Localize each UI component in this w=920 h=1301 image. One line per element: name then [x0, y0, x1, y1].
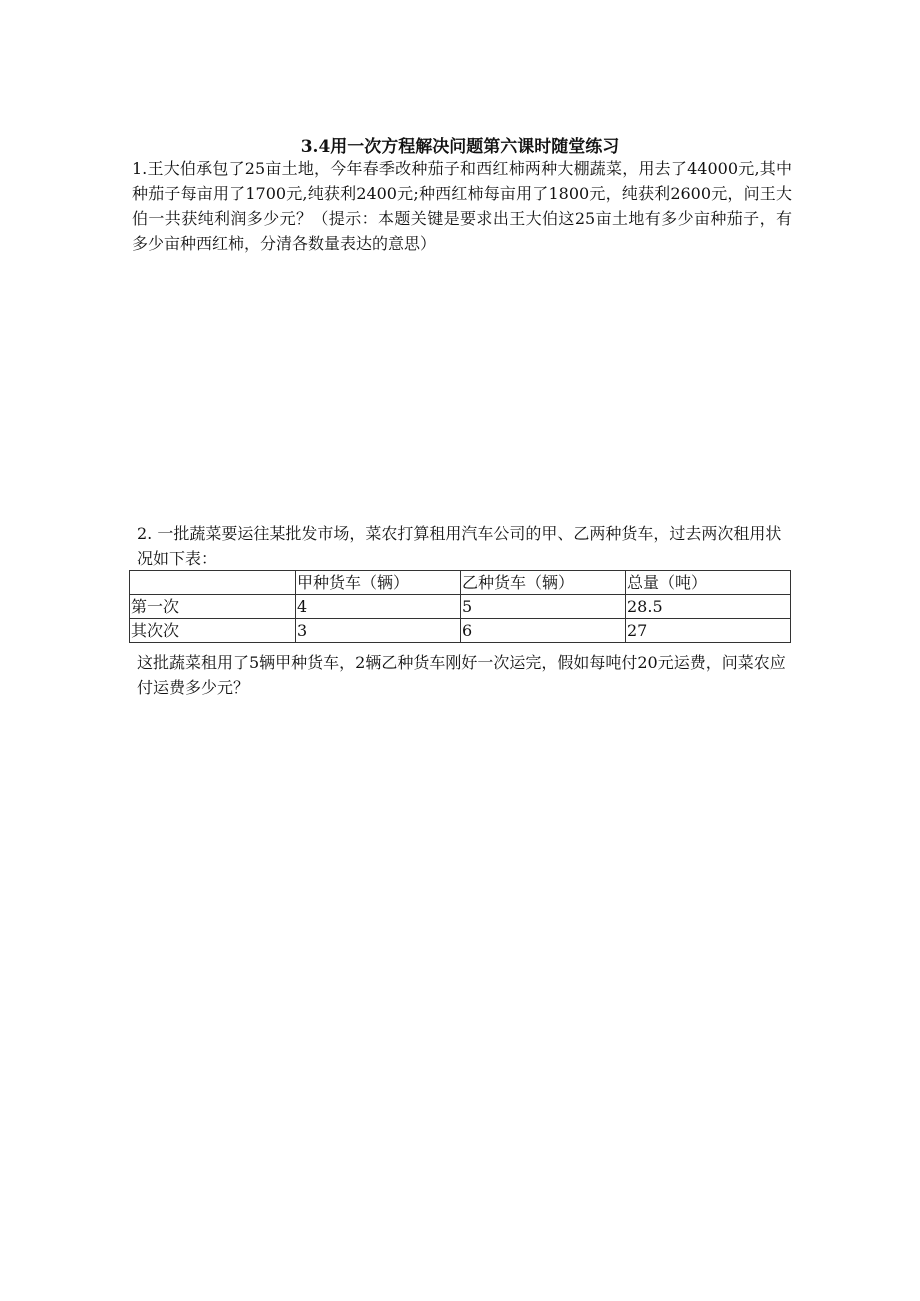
table-cell: 5	[461, 595, 626, 619]
page-title: 3.4用一次方程解决问题第六课时随堂练习	[300, 137, 620, 157]
rental-table	[129, 570, 791, 643]
table-header-cell	[130, 571, 296, 595]
table-header-cell: 甲种货车（辆）	[296, 571, 461, 595]
question-1: 1.王大伯承包了25亩土地，今年春季改种茄子和西红柿两种大棚蔬菜，用去了44000元,其中种茄子每亩用了1700元,纯获利2400元;种西红柿每亩用了1800元，纯获利2600元，问王大伯一共获纯利润多少元？（提示：本题关键是要求出王大伯这25亩土地有多少亩种茄子，有多少亩种西红柿，分清各数量表达的意思）	[132, 159, 792, 253]
table-cell: 27	[626, 619, 791, 643]
table-cell: 其次次	[130, 619, 296, 643]
table-cell: 28.5	[626, 595, 791, 619]
table-cell: 6	[461, 619, 626, 643]
table-header-cell: 总量（吨）	[626, 571, 791, 595]
table-row	[130, 595, 791, 619]
table-row	[130, 619, 791, 643]
table-cell: 3	[296, 619, 461, 643]
question-2-followup: 这批蔬菜租用了5辆甲种货车，2辆乙种货车刚好一次运完，假如每吨付20元运费，问菜农应付运费多少元？	[137, 653, 786, 697]
table-header-row	[130, 571, 791, 595]
table-cell: 4	[296, 595, 461, 619]
table-cell: 第一次	[130, 595, 296, 619]
table-header-cell: 乙种货车（辆）	[461, 571, 626, 595]
question-2-intro: 2. 一批蔬菜要运往某批发市场，菜农打算租用汽车公司的甲、乙两种货车，过去两次租用状况如下表：	[137, 524, 782, 568]
